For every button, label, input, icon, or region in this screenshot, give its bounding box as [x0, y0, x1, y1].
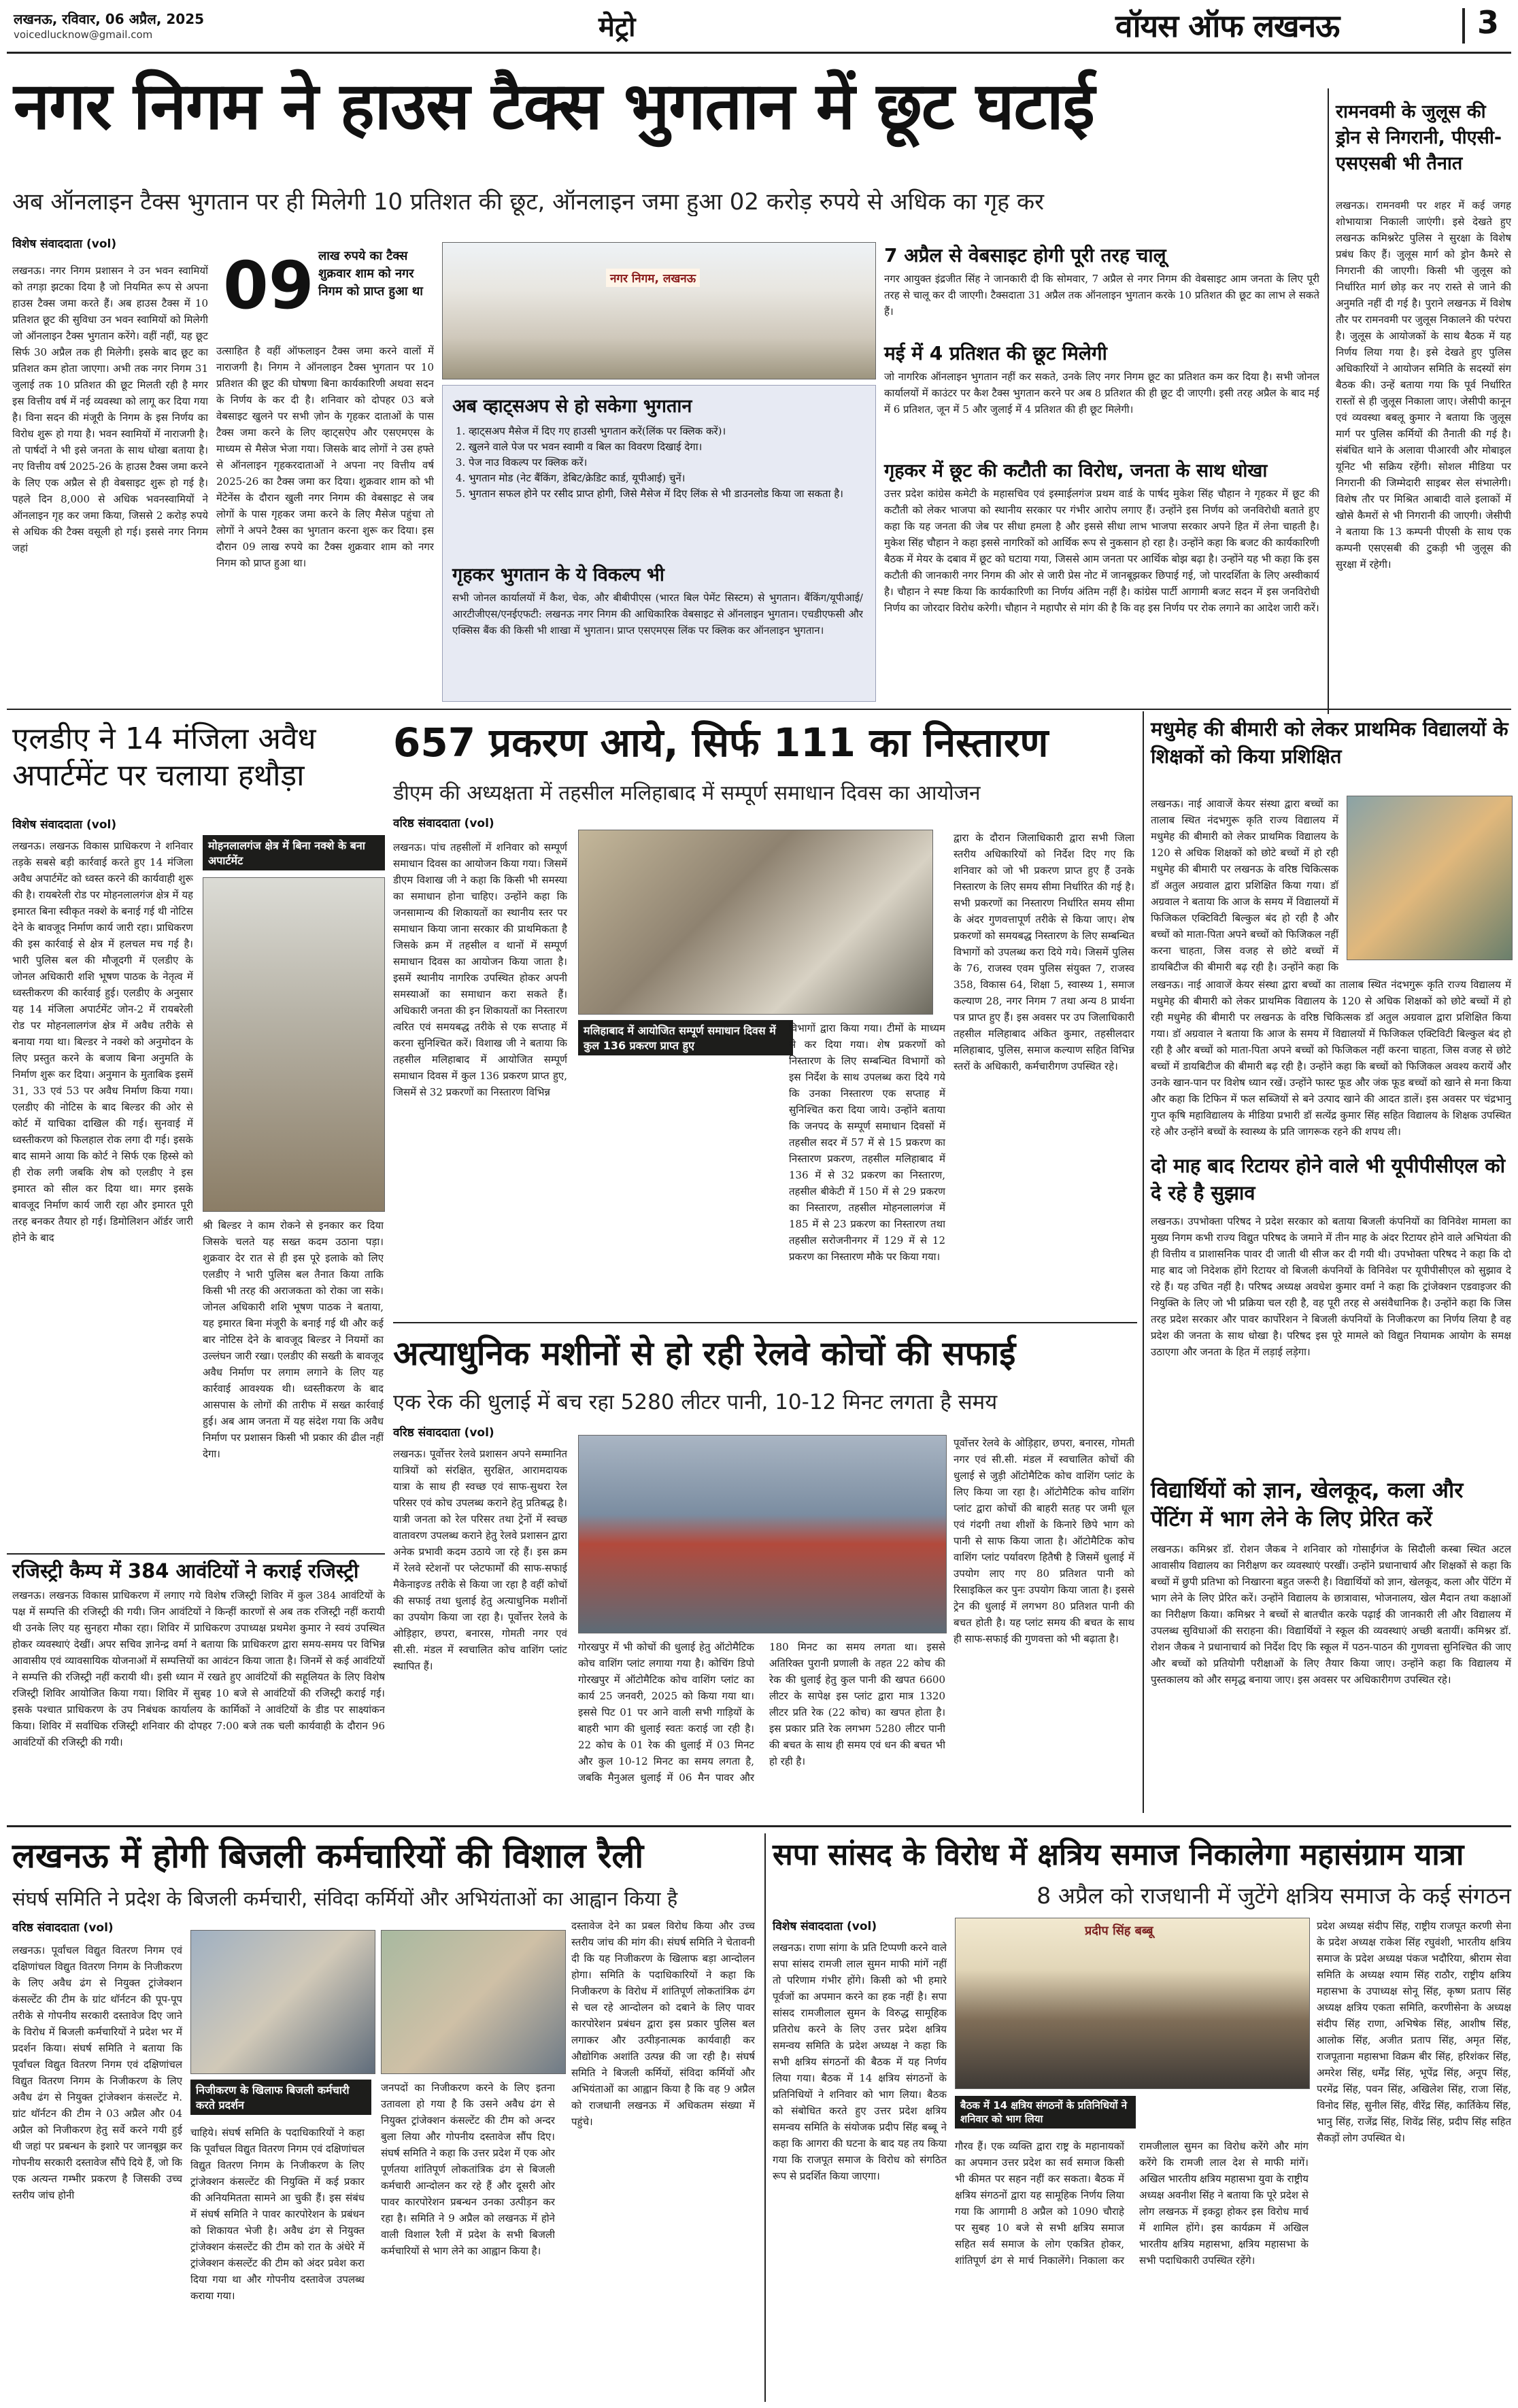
- section-rule-1: [7, 709, 1511, 710]
- railway-headline: अत्याधुनिक मशीनों से हो रही रेलवे कोचों की सफाई: [393, 1334, 1016, 1373]
- whatsapp-step: 4. भुगतान मोड (नेट बैंकिंग, डेबिट/क्रेडिट कार्ड, यूपीआई) चुनें।: [469, 471, 874, 486]
- lda-byline: विशेष संवाददाता (vol): [12, 818, 117, 832]
- kshatriya-photo-caption: बैठक में 14 क्षत्रिय संगठनों के प्रतिनिधियों ने शनिवार को भाग लिया: [955, 2096, 1136, 2129]
- lda-demolition-photo: [203, 877, 385, 1212]
- samadhan-headline: 657 प्रकरण आये, सिर्फ 111 का निस्तारण: [393, 719, 1049, 766]
- ramnavami-headline: रामनवमी के जुलूस की ड्रोन से निगरानी, पीएसी-एसएसबी भी तैनात: [1336, 101, 1502, 174]
- kshatriya-meeting-photo: [955, 1918, 1310, 2089]
- building-sign: नगर निगम, लखनऊ: [606, 269, 700, 287]
- whatsapp-box-title: अब व्हाट्सअप से हो सकेगा भुगतान: [452, 396, 692, 417]
- whatsapp-step: 1. व्हाट्सअप मैसेज में दिए गए हाउसी भुगतान करें(लिंक पर क्लिक करें)।: [469, 424, 874, 439]
- bijli-body-col1: लखनऊ। पूर्वांचल विद्युत वितरण निगम एवं दक्षिणांचल विद्युत वितरण निगम के निजीकरण के लिए अवैध ढंग से नियुक्त ट्रांजेक्शन कंसल्टेंट की टीम के ग्रांट थॉर्नटन की पूप-पूप तरीके से गोपनीय सरकारी दस्तावेज दिए जाने के विरोध में बिजली कर्मचारियों ने प्रदेश भर में प्रदर्शन किया। संघर्ष समिति ने बताया कि पूर्वांचल विद्युत वितरण निगम एवं दक्षिणांचल विद्युत वितरण निगम के निजीकरण के लिए अवैध ढंग से नियुक्त ट्रांजेक्शन कंसल्टेंट मे. ग्रांट थॉर्नटन की टीम ने 03 अप्रैल और 04 अप्रैल को निजीकरण हेतु सर्वे करने गयी हुई थी जहां पर प्रबन्धन के इशारे पर जानबूझ कर गोपनीय सरकारी दस्तावेज सौंपे दिये हैं, जो कि एक अत्यन्त गम्भीर प्रकरण है जिसकी उच्च स्तरीय जांच होनी: [12, 1944, 182, 2201]
- samadhan-body-col1: लखनऊ। पांच तहसीलों में शनिवार को सम्पूर्ण समाधान दिवस का आयोजन किया गया। जिसमें डीएम विशाख जी ने कहा कि किसी भी समस्या का समाधान होना चाहिए। उन्होंने कहा कि जनसामान्य की शिकायतों का स्थानीय स्तर पर समाधान किया जाना सरकार की प्राथमिकता है जिसके क्रम में तहसील व थानों में सम्पूर्ण समाधान दिवस का आयोजन किया जाता है। इसमें स्थानीय नागरिक उपस्थित होकर अपनी समस्याओं का समाधान करा सकते हैं। अधिकारी जनता की इन शिकायतों का निस्तारण त्वरित एवं समयबद्ध तरीके से एक सप्ताह में करना सुनिश्चित करें। विशाख जी ने बताया कि तहसील मलिहाबाद में आयोजित सम्पूर्ण समाधान दिवस में कुल 136 प्रकरण प्राप्त हुए, जिसमें से 32 प्रकरणों का निस्तारण विभिन्न: [393, 841, 567, 1098]
- may-discount-heading: मई में 4 प्रतिशत की छूट मिलेगी: [884, 342, 1107, 364]
- website-text: नगर आयुक्त इंद्रजीत सिंह ने जानकारी दी कि सोमवार, 7 अप्रैल से नगर निगम की वेबसाइट आम जनता के लिए पूरी तरह से चालू कर दी जाएगी। टैक्सदाता 31 अप्रैल तक ऑनलाइन भुगतान करके 10 प्रतिशत की छूट का लाभ ले सकते हैं।: [884, 273, 1319, 318]
- kshatriya-divider: [764, 1833, 766, 2402]
- madhumeh-headline: मधुमेह की बीमारी को लेकर प्राथमिक विद्यालयों के शिक्षकों को किया प्रशिक्षित: [1151, 717, 1508, 768]
- registry-headline: रजिस्ट्री कैम्प में 384 आवंटियों ने कराई रजिस्ट्री: [12, 1559, 359, 1582]
- may-discount-text: जो नागरिक ऑनलाइन भुगतान नहीं कर सकते, उनके लिए नगर निगम छूट का प्रतिशत कम कर दिया है। सभी जोनल कार्यालयों में काउंटर पर कैश टैक्स भुगतान करने पर अब 8 प्रतिशत की ही छूट दी जाएगी। इसी तरह अप्रैल के बाद मई में 6 प्रतिशत, जून में 5 और जुलाई में 4 प्रतिशत की ही छूट मिलेगी।: [884, 371, 1319, 416]
- madhumeh-training-photo: [1347, 796, 1513, 960]
- kshatriya-body-col3: प्रदेश अध्यक्ष संदीप सिंह, राष्ट्रीय राजपूत करणी सेना के प्रदेश अध्यक्ष राकेश सिंह रघुवंशी, भारतीय क्षत्रिय समाज के प्रदेश अध्यक्ष पंकज भदौरिया, श्रीराम सेवा समिति के अध्यक्ष श्याम सिंह राठौर, राष्ट्रीय क्षत्रिय महासभा के उपाध्यक्ष सोनू सिंह, कृष्ण प्रताप सिंह अध्यक्ष क्षत्रिय एकता समिति, करणीसेना के अध्यक्ष संदीप सिंह राणा, अभिषेक सिंह, आशीष सिंह, आलोक सिंह, अजीत प्रताप सिंह, अमृत सिंह, राजपूताना महासभा विक्रम बीर सिंह, हरिशंकर सिंह, अमरेश सिंह, धर्मेंद्र सिंह, भूपेंद्र सिंह, अनूप सिंह, परमेंद्र सिंह, पवन सिंह, अखिलेश सिंह, राजा सिंह, विनोद सिंह, सुनील सिंह, वीरेंद्र सिंह, कार्तिकेय सिंह, भानु सिंह, राजेंद्र सिंह, शिवेंद्र सिंह, प्रदीप सिंह सहित सैकड़ों लोग उपस्थित थे।: [1317, 1920, 1511, 2144]
- registry-rule: [7, 1553, 385, 1555]
- lda-photo-caption: मोहनलालगंज क्षेत्र में बिना नक्शे के बना अपार्टमेंट: [203, 835, 385, 870]
- stat-text: लाख रुपये का टैक्स शुक्रवार शाम को नगर निगम को प्राप्त हुआ था: [318, 249, 423, 299]
- samadhan-body-col3: द्वारा के दौरान जिलाधिकारी द्वारा सभी जिला स्तरीय अधिकारियों को निर्देश दिए गए कि शनिवार को जो भी प्रकरण प्राप्त हुए हैं उनके निस्तारण के लिए समय सीमा निर्धारित की गई है। सभी प्रकरणों का निस्तारण निर्धारित समय सीमा के अंदर गुणवत्तापूर्ण तरीके से किया जाए। शेष प्रकरणों को समयबद्ध निस्तारण के लिए सम्बन्धित विभागों को उपलब्ध करा दिये गये। जिसमें पुलिस के 76, राजस्व एवम पुलिस संयुक्त 7, राजस्व 358, विकास 64, शिक्षा 5, स्वास्थ्य 1, समाज कल्याण 28, नगर निगम 7 तथा अन्य 8 प्रार्थना पत्र प्राप्त हुए हैं। इस अवसर पर उप जिलाधिकारी तहसील मलिहाबाद अंकित कुमार, तहसीलदार मलिहाबाद, पुलिस, समाज कल्याण सहित विभिन्न स्तरों के अधिकारी, कर्मचारीगण उपस्थित रहे।: [954, 832, 1134, 1072]
- protest-text: उत्तर प्रदेश कांग्रेस कमेटी के महासचिव एवं इस्माईलगंज प्रथम वार्ड के पार्षद मुकेश सिंह चौहान ने गृहकर में छूट की कटौती को लेकर भाजपा को स्थानीय सरकार पर गंभीर आरोप लगाए हैं। उन्होंने इस निर्णय को जनविरोधी बताते हुए कहा कि यह जनता की जेब पर सीधा हमला है और इससे सीधा लाभ भाजपा सरकार अपने हित में लेना चाहती है। मुकेश सिंह चौहान ने कहा इससे नागरिकों को आर्थिक रूप से नुकसान हो रहा है। उन्होंने कहा कि बजट की कार्यकारिणी बैठक में मेयर के दबाव में छूट को घटाया गया, जिससे आम जनता पर आर्थिक बोझ बढ़ा है। उन्होंने यह भी कहा कि इस कटौती की जानकारी नगर निगम की ओर से जारी प्रेस नोट में जानबूझकर छिपाई गई, जो पारदर्शिता के लिए अस्वीकार्य है। चौहान ने स्पष्ट किया कि कार्यकारिणी का निर्णय अंतिम नहीं है। कांग्रेस पार्टी आगामी बजट सदन में इस जनविरोधी निर्णय का जोरदार विरोध करेगी। चौहान ने महापौर से मांग की है कि वह इस निर्णय पर रोक लगाने का आदेश जारी करें।: [884, 488, 1319, 614]
- upsc-text: लखनऊ। उपभोक्ता परिषद ने प्रदेश सरकार को बताया बिजली कंपनियों का विनिवेश मामला का मुख्य निगम कभी राज्य विद्युत परिषद के जमाने में तीन माह के अंदर रिटायर होने वाले अभियंता की ही वित्तीय व प्राशासनिक पावर दी जाती थी सीज कर दी गयी थी। उपभोक्ता परिषद ने कहा कि दो माह बाद जो निदेशक होंगे रिटायर वो बिजली कंपनियों के विनिवेश पर यूपीपीसीएल को सुझाव दे रहे हैं। यह उचित नहीं है। परिषद अध्यक्ष अवधेश कुमार वर्मा ने कहा कि ट्रांजेक्शन एडवाइजर की नियुक्ति के लिए जो भी प्रक्रिया चल रही है, वह पूरी तरह से असंवैधानिक है। उन्होंने कहा कि जिस तरह प्रदेश सरकार और पावर कार्पोरेशन ने बिजली कंपनियों के निजीकरण का निर्णय लिया है वह प्रदेश की जनता के साथ धोखा है। परिषद इस पूरे मामले को विद्युत नियामक आयोग के समक्ष उठाएगा और जनता के हित में लड़ाई लड़ेगा।: [1151, 1215, 1511, 1358]
- whatsapp-step: 2. खुलने वाले पेज पर भवन स्वामी व बिल का विवरण दिखाई देगा।: [469, 439, 874, 455]
- lda-body-col1: लखनऊ। लखनऊ विकास प्राधिकरण ने शनिवार तड़के सबसे बड़ी कार्रवाई करते हुए 14 मंजिला अवैध अपार्टमेंट को ध्वस्त करने की कार्यवाही शुरू की है। रायबरेली रोड पर मोहनलालगंज क्षेत्र में यह इमारत बिना स्वीकृत नक्शे के बनाई गई थी नोटिस देने के बावजूद निर्माण कार्य जारी रहा। प्राधिकरण की इस कार्रवाई से क्षेत्र में हलचल मच गई है। भारी पुलिस बल की मौजूदगी में एलडीए के जोनल अधिकारी शशि भूषण पाठक के नेतृत्व में ध्वस्तीकरण की कार्रवाई हुई। एलडीए के अनुसार यह 14 मंजिला अपार्टमेंट जोन-2 में रायबरेली रोड पर मोहनलालगंज क्षेत्र में अवैध तरीके से बनाया गया था। बिल्डर ने नक्शे को अनुमोदन के लिए प्रस्तुत करने के बजाय बिना अनुमति के निर्माण शुरू कर दिया। अनुमान के मुताबिक इसमें 31, 33 एवं 53 पर अवैध निर्माण किया गया। एलडीए की नोटिस के बाद बिल्डर की ओर से कोर्ट में याचिका दाखिल की गई। सुनवाई में ध्वस्तीकरण को फिलहाल रोक लगा दी गई। इसके बाद सामने आया कि कोर्ट ने सिर्फ एक हिस्से को ही रोक लगी जबकि शेष को एलडीए ने इस इमारत को सील कर दिया था। मगर इसके बावजूद निर्माण कार्य जारी रहा और इमारत पूरी तरह बनकर तैयार हो गई। डिमोलिशन ऑर्डर जारी होने के बाद: [12, 840, 193, 1244]
- protest-heading: गृहकर में छूट की कटौती का विरोध, जनता के साथ धोखा: [884, 460, 1268, 481]
- bijli-subhead: संघर्ष समिति ने प्रदेश के बिजली कर्मचारी, संविदा कर्मियों और अभियंताओं का आह्वान किया है: [12, 1887, 678, 1910]
- samadhan-subhead: डीएम की अध्यक्षता में तहसील मलिहाबाद में सम्पूर्ण समाधान दिवस का आयोजन: [393, 781, 981, 805]
- upsc-headline: दो माह बाद रिटायर होने वाले भी यूपीपीसीएल को दे रहे है सुझाव: [1151, 1154, 1506, 1204]
- whatsapp-steps-list: [469, 424, 874, 502]
- brand-divider: [1462, 8, 1465, 44]
- kshatriya-byline: विशेष संवाददाता (vol): [773, 1920, 877, 1933]
- bijli-body-col3: जनपदों का निजीकरण करने के लिए इतना उतावला हो गया है कि उसने अवैध ढंग से नियुक्त ट्रांजेक्शन कंसल्टेंट की टीम को अन्दर बुला लिया और गोपनीय दस्तावेज सौंप दिए। संघर्ष समिति ने कहा कि उत्तर प्रदेश में एक ओर पूर्णतया शांतिपूर्ण लोकतांत्रिक ढंग से बिजली कर्मचारी आन्दोलन कर रहे हैं और दूसरी ओर पावर कारपोरेशन प्रबन्धन उनका उत्पीड़न कर रहा है। समिति ने 9 अप्रैल को लखनऊ में होने वाली विशाल रैली में प्रदेश के सभी बिजली कर्मचारियों से भाग लेने का आह्वान किया है।: [381, 2082, 555, 2257]
- railway-rule: [393, 1322, 1137, 1323]
- bijli-body-col2: चाहिये। संघर्ष समिति के पदाधिकारियों ने कहा कि पूर्वांचल विद्युत वितरण निगम एवं दक्षिणांचल विद्युत वितरण निगम के निजीकरण के लिए ट्रांजेक्शन कंसल्टेंट की नियुक्ति में कई प्रकार की अनियमितता सामने आ चुकी हैं। इस संबंध में संघर्ष समिति ने पावर कारपोरेशन के प्रबंधन को शिकायत भेजी है। अवैध ढंग से नियुक्त ट्रांजेक्शन कंसल्टेंट की टीम को रात के अंधेरे में ट्रांजेक्शन कंसल्टेंट की टीम को अंदर प्रवेश करा दिया गया था और गोपनीय दस्तावेज उपलब्ध कराया गया।: [190, 2126, 365, 2302]
- lda-headline: एलडीए ने 14 मंजिला अवैध अपार्टमेंट पर चलाया हथौड़ा: [12, 722, 316, 793]
- lda-body-col2: श्री बिल्डर ने काम रोकने से इनकार कर दिया जिसके चलते यह सख्त कदम उठाना पड़ा। शुक्रवार देर रात से ही इस पूरे इलाके को लिए एलडीए ने भारी पुलिस बल तैनात किया ताकि किसी भी तरह की अराजकता को रोका जा सके। जोनल अधिकारी शशि भूषण पाठक ने बताया, यह इमारत बिना मंजूरी के बनाई गई थी और कई बार नोटिस देने के बावजूद बिल्डर ने नियमों का उल्लंघन जारी रखा। एलडीए की सख्ती के बावजूद अवैध निर्माण पर लगाम लगाने के लिए यह कार्रवाई आवश्यक थी। ध्वस्तीकरण के बाद आसपास के लोगों की तारीफ में सख्त कार्रवाई हुई। अब आम जनता में यह संदेश गया कि अवैध निर्माण पर प्रशासन किसी भी प्रकार की ढील नहीं देगा।: [203, 1219, 384, 1460]
- masthead-email: voicedlucknow@gmail.com: [14, 29, 153, 41]
- bijli-protest-photo-1: [190, 1930, 375, 2074]
- payment-options-text: सभी जोनल कार्यालयों में कैश, चेक, और बीबीपीएस (भारत बिल पेमेंट सिस्टम) से भुगतान। बैंकिंग/यूपीआई/आरटीजीएस/एनईएफटी: लखनऊ नगर निगम की आधिकारिक वेबसाइट से ऑनलाइन भुगतान। एचडीएफसी और एक्सिस बैंक की किसी भी शाखा में भुगतान। प्राप्त एसएमएस लिंक पर क्लिक कर ऑनलाइन भुगतान।: [452, 592, 863, 637]
- right-block-divider: [1143, 711, 1144, 1813]
- whatsapp-step: 3. पेज नाउ विकल्प पर क्लिक करें।: [469, 455, 874, 471]
- kshatriya-subhead: 8 अप्रैल को राजधानी में जुटेंगे क्षत्रिय समाज के कई संगठन: [1036, 1882, 1511, 1909]
- kshatriya-body-col1: लखनऊ। राणा सांगा के प्रति टिप्पणी करने वाले सपा सांसद रामजी लाल सुमन माफी मांगें नहीं तो परिणाम गंभीर होंगे। किसी को भी हमारे पूर्वजों का अपमान करने का हक नहीं है। सपा सांसद रामजीलाल सुमन के विरुद्ध सामूहिक प्रतिरोध करने के लिए उत्तर प्रदेश क्षत्रिय समन्वय समिति के प्रदेश अध्यक्ष ने कहा कि सभी क्षत्रिय संगठनों की बैठक में यह निर्णय लिया गया। बैठक में 14 क्षत्रिय संगठनों के प्रतिनिधियों ने शनिवार को भाग लिया। बैठक को संबोधित करते हुए उत्तर प्रदेश क्षत्रिय समन्वय समिति के संयोजक प्रदीप सिंह बब्बू ने कहा कि आगरा की घटना के बाद यह तय किया गया कि राजपूत समाज के विरोध को संगठित रूप से प्रदर्शित किया जाएगा।: [773, 1941, 947, 2182]
- whatsapp-step: 5. भुगतान सफल होने पर रसीद प्राप्त होगी, जिसे मैसेज में दिए लिंक से भी डाउनलोड किया जा सकता है।: [469, 486, 874, 502]
- railway-body-col1: लखनऊ। पूर्वोत्तर रेलवे प्रशासन अपने सम्मानित यात्रियों को संरक्षित, सुरक्षित, आरामदायक यात्रा के साथ ही स्वच्छ एवं साफ-सुथरा रेल परिसर एवं कोच उपलब्ध कराने हेतु प्रतिबद्ध है। यात्री जनता को रेल परिसर तथा ट्रेनों में स्वच्छ वातावरण उपलब्ध कराने हेतु रेलवे प्रशासन द्वारा अनेक प्रभावी कदम उठाये जा रहे हैं। इस क्रम में रेलवे स्टेशनों पर प्लेटफार्मों की साफ-सफाई मैकेनाइज्ड तरीके से किया जा रहा है वहीं कोचों की सफाई तथा धुलाई हेतु अत्याधुनिक मशीनों का उपयोग किया जा रहा है। पूर्वोत्तर रेलवे के ओड़िहार, छपरा, बनारस, गोमती नगर एवं सी.सी. मंडल में स्वचालित कोच वाशिंग प्लांट स्थापित हैं।: [393, 1448, 567, 1672]
- coach-washing-photo: [578, 1435, 947, 1633]
- stat-box: [216, 245, 434, 333]
- lead-body-col1: लखनऊ। नगर निगम प्रशासन ने उन भवन स्वामियों को तगड़ा झटका दिया है जो नियमित रूप से अपना हाउस टैक्स जमा करते हैं। अब हाउस टैक्स में 10 प्रतिशत छूट की सुविधा उन भवन स्वामियों को मिलेगी जो ऑनलाइन टैक्स भुगतान करेंगे। वहीं नहीं, यह छूट सिर्फ 30 अप्रैल तक ही मिलेगी। इसके बाद छूट का प्रतिशत कम होता जाएगा। अभी तक नगर निगम 31 जुलाई तक 10 प्रतिशत की छूट मिलती रही है मगर इस वित्तीय वर्ष में नई व्यवस्था को लागू कर दिया गया है। विना सदन की मंजूरी के निगम के इस निर्णय का विरोध शुरू हो गया है। भवन स्वामियों में नाराजगी है। तो पार्षदों ने भी इसे जनता के साथ धोखा बताया है। नए वित्तीय वर्ष 2025-26 के हाउस टैक्स जमा करने के लिए एक अप्रैल से ही वेबसाइट शुरू हो गई है। पहले दिन 8,000 से अधिक भवनस्वामियों ने ऑनलाइन गृह कर जमा किया, जिससे 2 करोड़ रुपये से अधिक की टैक्स वसूली हो गई। इससे नगर निगम जहां: [12, 265, 208, 554]
- kshatriya-body-col2: गौरव हैं। एक व्यक्ति द्वारा राष्ट्र के महानायकों का अपमान उत्तर प्रदेश का सर्व समाज किसी भी कीमत पर सहन नहीं कर सकता। बैठक में क्षत्रिय संगठनों द्वारा यह सामूहिक निर्णय लिया गया कि आगामी 8 अप्रैल को 1090 चौराहे पर सुबह 10 बजे से सभी क्षत्रिय समाज सहित सर्व समाज के लोग एकत्रित होकर, शांतिपूर्ण ढंग से मार्च निकालेंगे। निकाला कर रामजीलाल सुमन का विरोध करेंगे और मांग करेंगे कि रामजी लाल देश से माफी मांगें। अखिल भारतीय क्षत्रिय महासभा युवा के राष्ट्रीय अध्यक्ष अवनीश सिंह ने बताया कि पूरे प्रदेश से लोग लखनऊ में इकट्ठा होकर इस विरोध मार्च में शामिल होंगे। इस कार्यक्रम में अखिल भारतीय क्षत्रिय महासभा, क्षत्रिय महासभा के सभी पदाधिकारी उपस्थित रहेंगे।: [955, 2140, 1309, 2267]
- lead-subhead: अब ऑनलाइन टैक्स भुगतान पर ही मिलेगी 10 प्रतिशत की छूट, ऑनलाइन जमा हुआ 02 करोड़ रुपये से अधिक का गृह कर: [12, 188, 1044, 216]
- right-col-divider: [1328, 88, 1329, 714]
- samadhan-photo-caption: मलिहाबाद में आयोजित सम्पूर्ण समाधान दिवस में कुल 136 प्रकरण प्राप्त हुए: [578, 1020, 793, 1055]
- vidyarthi-text: लखनऊ। कमिश्नर डॉ. रोशन जैकब ने शनिवार को गोसाईंगंज के सिदौली कस्बा स्थित अटल आवासीय विद्यालय का निरीक्षण कर व्यवस्थाएं परखीं। उन्होंने प्रधानाचार्य और शिक्षकों से कहा कि बच्चों में छुपी प्रतिभा को निखारना बहुत जरूरी है। विद्यार्थियों को ज्ञान, खेलकूद, कला और पेंटिंग में भाग लेने के लिए प्रेरित करें। उन्होंने विद्यालय के छात्रावास, भोजनालय, खेल मैदान तथा कक्षाओं का निरीक्षण किया। कमिश्नर ने बच्चों से बातचीत करके पढ़ाई की जानकारी ली और विद्यालय में उपलब्ध सुविधाओं की सराहना की। विद्यार्थियों ने स्कूल की व्यवस्थाएं अच्छी बतायीं। कमिश्नर डॉ. रोशन जैकब ने प्रधानाचार्य को निर्देश दिए कि स्कूल में पठन-पाठन की गुणवत्ता सुनिश्चित की जाए और बच्चों को प्रतियोगी परीक्षाओं के लिए तैयार किया जाए। उन्होंने कहा कि विद्यालय में पुस्तकालय को और समृद्ध बनाया जाए। इस अवसर पर अधिकारीगण उपस्थित रहे।: [1151, 1543, 1511, 1686]
- payment-options-title: गृहकर भुगतान के ये विकल्प भी: [452, 564, 664, 586]
- masthead-rule: [7, 52, 1511, 54]
- railway-body-col3: पूर्वोत्तर रेलवे के ओड़िहार, छपरा, बनारस, गोमती नगर एवं सी.सी. मंडल में स्वचालित कोचों की धुलाई से जुड़ी ऑटोमैटिक कोच वाशिंग प्लांट के लिए किया जा रहा है। ऑटोमैटिक कोच वाशिंग प्लांट द्वारा कोचों की बाहरी सतह पर जमी धूल एवं गंदगी तथा शीशों के किनारे छिपे भाग को पानी से साफ किया जाता है। ऑटोमैटिक कोच वाशिंग प्लांट पर्यावरण हितैषी है जिसमें धुलाई में उपयोग लाए गए 80 प्रतिशत पानी को रिसाइकिल कर पुनः उपयोग किया जाता है। इससे ट्रेन की धुलाई में लगभग 80 प्रतिशत पानी की बचत होती है। यह प्लांट समय की बचत के साथ ही साफ-सफाई की गुणवत्ता को भी बढ़ाता है।: [954, 1437, 1134, 1645]
- railway-body-col2: गोरखपुर में भी कोचों की धुलाई हेतु ऑटोमैटिक कोच वाशिंग प्लांट लगाया गया है। कोचिंग डिपो गोरखपुर में ऑटोमैटिक कोच वाशिंग प्लांट का कार्य 25 जनवरी, 2025 को किया गया था। इससे पिट 01 पर आने वाली सभी गाड़ियों के बाहरी भाग की धुलाई स्वतः कराई जा रही है। 22 कोच के 01 रेक की धुलाई में 03 मिनट और कुल 10-12 मिनट का समय लगता है, जबकि मैनुअल धुलाई में 06 मैन पावर और 180 मिनट का समय लगता था। इससे अतिरिक्त पुरानी प्रणाली के तहत 22 कोच की रेक की धुलाई हेतु कुल पानी की खपत 6600 लीटर के सापेक्ष इस प्लांट द्वारा मात्र 1320 लीटर प्रति रेक (22 कोच) का खपत होता है। इस प्रकार प्रति रेक लगभग 5280 लीटर पानी की बचत के साथ ही समय एवं धन की बचत भी हो रही है।: [578, 1641, 945, 1784]
- masthead-date: लखनऊ, रविवार, 06 अप्रैल, 2025: [14, 11, 205, 27]
- lead-headline: नगर निगम ने हाउस टैक्स भुगतान में छूट घटाई: [14, 68, 1094, 144]
- ramnavami-text: लखनऊ। रामनवमी पर शहर में कई जगह शोभायात्रा निकाली जाएंगी। इसे देखते हुए लखनऊ कमिश्नरेट पुलिस ने सुरक्षा के विशेष प्रबंध किए हैं। जुलूस मार्ग को ड्रोन कैमरे से निगरानी की जाएगी। किसी भी जुलूस को निर्धारित मार्ग छोड़ कर नए रास्ते से जाने की अनुमति नहीं दी गई है। पुराने लखनऊ में विशेष तौर पर रामनवमी पर जुलूस निकालने की परंपरा है। जुलूस के आयोजकों के साथ बैठक में यह निर्णय लिया गया है। इसे देखते हुए पुलिस अधिकारियों ने आयोजन समिति के सदस्यों संग बैठक की। उन्हें बताया गया कि पूर्व निर्धारित रास्तों से ही जुलूस निकाला जाए। जेसीपी कानून एवं व्यवस्था बबलू कुमार ने बताया कि जुलूस मार्ग पर पुलिस कर्मियों की तैनाती की गई है। संबंधित थाने के अलावा पीआरवी और मोबाइल यूनिट भी सक्रिय रहेंगी। सोशल मीडिया पर निगरानी की जिम्मेदारी साइबर सेल संभालेगी। विशेष तौर पर मिश्रित आबादी वाले इलाकों में खोसे कैमरों से भी निगरानी की जाएगी। जेसीपी ने बताया कि 13 कम्पनी पीएसी के साथ एक कम्पनी एसएसबी की टुकड़ी भी जुलूस की सुरक्षा में रहेगी।: [1336, 199, 1511, 571]
- bijli-body-col4: दस्तावेज देने का प्रबल विरोध किया और उच्च स्तरीय जांच की मांग की। संघर्ष समिति ने चेतावनी दी कि यह निजीकरण के खिलाफ बड़ा आन्दोलन होगा। समिति के पदाधिकारियों ने कहा कि निजीकरण के विरोध में शांतिपूर्ण लोकतांत्रिक ढंग से चल रहे आन्दोलन को दबाने के लिए पावर कारपोरेशन प्रबंधन द्वारा इस प्रकार पुलिस बल लगाकर और उत्पीड़नात्मक कार्यवाही कर औद्योगिक अशांति उत्पन्न की जा रही है। संघर्ष समिति ने बिजली कर्मियों, संविदा कर्मियों और अभियंताओं का आह्वान किया है कि वह 9 अप्रैल को राजधानी लखनऊ में अधिकतम संख्या में पहुंचे।: [571, 1920, 755, 2128]
- lead-byline: विशेष संवाददाता (vol): [12, 237, 117, 251]
- bijli-photo-caption: निजीकरण के खिलाफ बिजली कर्मचारी करते प्रदर्शन: [190, 2080, 371, 2115]
- bijli-byline: वरिष्ठ संवाददाता (vol): [12, 1921, 114, 1935]
- railway-subhead: एक रेक की धुलाई में बच रहा 5280 लीटर पानी, 10-12 मिनट लगता है समय: [393, 1390, 998, 1414]
- section-rule-2: [7, 1825, 1511, 1827]
- vidyarthi-headline: विद्यार्थियों को ज्ञान, खेलकूद, कला और पेंटिंग में भाग लेने के लिए प्रेरित करें: [1151, 1477, 1464, 1531]
- kshatriya-headline: सपा सांसद के विरोध में क्षत्रिय समाज निकालेगा महासंग्राम यात्रा: [773, 1837, 1464, 1872]
- kshatriya-banner-text: प्रदीप सिंह बब्बू: [1085, 1924, 1153, 1938]
- section-label: मेट्रो: [598, 12, 636, 43]
- railway-byline: वरिष्ठ संवाददाता (vol): [393, 1426, 494, 1440]
- brand-name: वॉयस ऑफ लखनऊ: [1115, 7, 1340, 44]
- madhumeh-text: लखनऊ। नाई आवाजें केयर संस्था द्वारा बच्चों का तालाब स्थित नंदभगुरू कृति राज्य विद्यालय में मधुमेह की बीमारी को लेकर प्राथमिक विद्यालय के 120 से अधिक शिक्षकों को छोटे बच्चों में हो रही मधुमेह की बीमारी पर लखनऊ के वरिष्ठ चिकित्सक डॉ अतुल अग्रवाल द्वारा प्रशिक्षित किया गया। डॉ अग्रवाल ने बताया कि आज के समय में विद्यालयों में फिजिकल एक्टिविटी बिल्कुल बंद हो रही है और बच्चों को माता-पिता अपने बच्चों को फिजिकल नहीं करना चाहता, जिस वजह से छोटे बच्चों में डायबिटीज की बीमारी बढ़ रही है। उन्होंने कहा कि: [1151, 798, 1338, 973]
- bijli-protest-photo-2: [381, 1930, 566, 2074]
- stat-number: 09: [223, 248, 314, 324]
- lead-body-col2: उत्साहित है वहीं ऑफलाइन टैक्स जमा करने वालों में नाराजगी है। निगम ने ऑनलाइन टैक्स भुगतान पर 10 प्रतिशत की छूट की घोषणा बिना कार्यकारिणी अथवा सदन के निर्णय के कर दी है। शनिवार को दोपहर 03 बजे वेबसाइट खुलने पर सभी ज़ोन के गृहकर दाताओं के पास टैक्स जमा करने के लिए व्हाट्सऐप और एसएमएस के माध्यम से मैसेज भेजा गया। जिसके बाद लोगों ने उस हफ्ते से ऑनलाइन गृहकरदाताओं ने अपना नए वित्तीय वर्ष 2025-26 का टैक्स जमा कर दिया। शुक्रवार शाम को भी मेंटेनेंस के दौरान खुली नगर निगम की वेबसाइट से जब लोगों के पास गृहकर जमा करने के लिए मैसेज पहुंचा तो लोगों ने अपने टैक्स का भुगतान करना शुरू कर दिया। इस दौरान 09 लाख रुपये का टैक्स शुक्रवार शाम को नगर निगम को प्राप्त हुआ था।: [216, 345, 434, 569]
- madhumeh-text-continued: लखनऊ। नाई आवाजें केयर संस्था द्वारा बच्चों का तालाब स्थित नंदभगुरू कृति राज्य विद्यालय में मधुमेह की बीमारी को लेकर प्राथमिक विद्यालय के 120 से अधिक शिक्षकों को छोटे बच्चों में हो रही मधुमेह की बीमारी पर लखनऊ के वरिष्ठ चिकित्सक डॉ अतुल अग्रवाल द्वारा प्रशिक्षित किया गया। डॉ अग्रवाल ने बताया कि आज के समय में विद्यालयों में फिजिकल एक्टिविटी बिल्कुल बंद हो रही है और बच्चों को माता-पिता अपने बच्चों को फिजिकल नहीं करना चाहता, जिस वजह से छोटे बच्चों में डायबिटीज की बीमारी बढ़ रही है। उन्होंने कहा कि बच्चों को फिजिकल अवश्य करायें और उनके खान-पान पर विशेष ध्यान रखें। उन्होंने फास्ट फूड और जंक फूड बच्चों को खाने से मना किया और कहा कि टिफिन में फल सब्जियों से बने उत्पाद खाने की आदत डालें। इस अवसर पर चंद्रभानु गुप्त कृषि महाविद्यालय के मीडिया प्रभारी डॉ सत्येंद्र कुमार सिंह सहित विद्यालय के शिक्षक उपस्थित रहे और उन्होंने बच्चों के स्वास्थ्य के प्रति जागरूक रहने की शपथ ली।: [1151, 979, 1511, 1138]
- website-heading: 7 अप्रैल से वेबसाइट होगी पूरी तरह चालू: [884, 244, 1166, 267]
- samadhan-meeting-photo: [578, 830, 933, 1015]
- bijli-headline: लखनऊ में होगी बिजली कर्मचारियों की विशाल रैली: [12, 1836, 644, 1876]
- samadhan-body-col2: विभागों द्वारा किया गया। टीमों के माध्यम से कर दिया गया। शेष प्रकरणों को निस्तारण के लिए सम्बन्धित विभागों को इस निर्देश के साथ उपलब्ध करा दिये गये कि उनका निस्तारण एक सप्ताह में सुनिश्चित करा दिया जाये। उन्होंने बताया कि जनपद के सम्पूर्ण समाधान दिवसों में तहसील सदर में 57 में से 15 प्रकरण का निस्तारण प्रकरण, तहसील मलिहाबाद में 136 में से 32 प्रकरण का निस्तारण, तहसील बीकेटी में 150 में से 29 प्रकरण का निस्तारण, तहसील मोहनलालगंज में 185 में से 23 प्रकरण का निस्तारण तथा तहसील सरोजनीनगर में 129 में से 12 प्रकरण का निस्तारण मौके पर किया गया।: [789, 1022, 945, 1263]
- page-number: 3: [1477, 4, 1500, 41]
- samadhan-byline: वरिष्ठ संवाददाता (vol): [393, 817, 494, 830]
- nagar-nigam-building-photo: [442, 242, 876, 379]
- whatsapp-payment-box: [442, 385, 876, 702]
- registry-text: लखनऊ। लखनऊ विकास प्राधिकरण में लगाए गये विशेष रजिस्ट्री शिविर में कुल 384 आवंटियों के पक्ष में सम्पत्ति की रजिस्ट्री की गयी। जिन आवंटियों ने किन्हीं कारणों से अब तक रजिस्ट्री नहीं करायी थी उनके लिए यह सुनहरा मौका रहा। शिविर में प्राधिकरण उपाध्यक्ष प्रथमेश कुमार ने स्वयं उपस्थित होकर व्यवस्थाएं देखीं। अपर सचिव ज्ञानेन्द्र वर्मा ने बताया कि प्राधिकरण द्वारा समय-समय पर विभिन्न आवासीय एवं व्यावसायिक योजनाओं में सम्पत्तियों का आवंटन किया जाता है। जिनमें से कई आवंटियों ने सम्पत्ति की रजिस्ट्री नहीं करायी थी। इसी ध्यान में रखते हुए आवंटियों की सहूलियत के लिए विशेष रजिस्ट्री शिविर आयोजित किया गया। शिविर में सुबह 10 बजे से आवंटियों की रजिस्ट्री कराई गई। इसके पश्चात प्राधिकरण के उप निबंधक कार्यालय के कार्मिकों ने आवंटियों के डीड पर साक्ष्यांकन किया। शिविर में सर्वाधिक रजिस्ट्री शनिवार की दोपहर 7:00 बजे तक चली कार्यवाही के दौरान 96 आवंटियों की रजिस्ट्री की गयी।: [12, 1589, 385, 1748]
